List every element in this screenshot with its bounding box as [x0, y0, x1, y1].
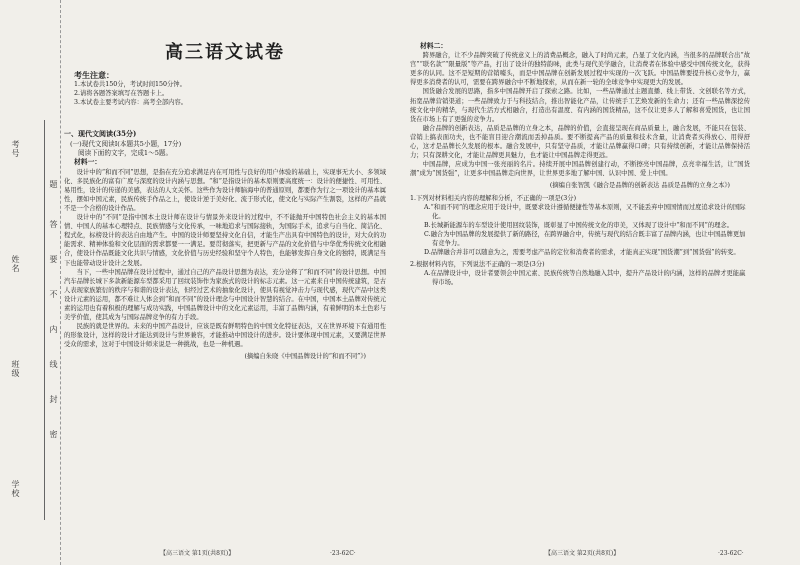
option-d: D.品牌融合并非可以随意为之，需要考虑产品的定位和消费者的需求，才能真正实现“国货潮”到“国货强”的转变。: [424, 249, 740, 257]
seal-char: 答: [49, 220, 58, 229]
paragraph: 设计中的“和而不同”思想，是指在充分追求满足内在可用性与良好的用户体验的基础上，实现事无大小、多领域化、多民族化的富有广度与深度的设计内涵与思想。“和”是指设计的基本原则要高度统一：设计的便捷性、可用性、易用性，设计的传递的美感，表达的人文关怀。这些作为设计师脑海中的普通原则，都要作为行之一项设计的基本属性，摆如中国元素，民族传统手作品之上，使设计逆于美好化、流于形式化，使文化与实际产生割裂，这样的产品就不是一个合格的设计作品。: [64, 168, 386, 212]
notice-title: 考生注意：: [74, 70, 114, 81]
paragraph: 设计中的“不同”是指中国本土设计师在设计与情景外来设计的过程中，不不能抛开中国特色社会主义的基本国情、中国人的基本心理特点、民族情感与文化传承，一味地追求与国际接轨，为国际手术，追求与自当化、简洁化、程式化，标榜设计的表达自由地产生。中国的设计师要坚持文化自信，才能生产出具有中国特色的设计，对大众的功能需求、精神体验和文化层面的需求都要一一满足。要贯彻落实，把更新与产品的文化价值与中华优秀传统文化相融合，使设计作品既能文化共识与情感，文化价值与历史经验和坚守个人特色，也能够发挥自身文化的独特，既满足当下也能带动设计设计之发展。: [64, 214, 386, 267]
seal-char: 要: [49, 255, 58, 264]
notice-item: 2.请将各题答案填写在答题卡上。: [74, 90, 169, 98]
option-c: C.融合为中国品牌的发展提供了新的路径，在跨界融合中，传统与现代的结合既丰富了品牌内涵，也让中国品牌更加有竞争力。: [424, 230, 746, 247]
instruction: 阅读下面的文字，完成1～5题。: [78, 149, 173, 158]
seal-char: 不: [49, 290, 58, 299]
seal-char: 内: [49, 325, 58, 334]
material-heading: 材料二：: [420, 42, 448, 50]
question-1: 1.下列对材料相关内容的理解和分析，不正确的一项是(3分): [410, 194, 577, 202]
paragraph: 中国品牌，应成为中国一张亮丽的名片。持续开展中国品牌创建行动，不断擦亮中国品牌，点亮幸福生活，让“国货潮”成为“国货强”，让更多中国品牌走向世界，让世界更多地了解中国、认识中国、爱上中国。: [410, 161, 750, 178]
seal-char: 封: [49, 395, 58, 404]
paragraph: 国货融合发展的思路，指多中国品牌开启了探索之路。比如，一些品牌通过主题直播、线上带货、文创联名等方式，拓宽品牌营销渠道；一些品牌致力于与科技结合，推出智能化产品，让传统手工艺焕发新的生命力；还有一些品牌深挖传统文化中的精华，与现代生活方式相融合，打造出有温度、有内涵的国货精品，这不仅让更多人了解和喜爱国货，也让国货在市场上有了更强的竞争力。: [410, 88, 750, 123]
seal-char: 密: [49, 430, 58, 439]
notice-list: [74, 80, 386, 107]
paragraph: 融合品牌的创新表达，品质是品牌的立身之本，品牌的价值，会直接呈现在商品质量上，融合发展，不能只在包装、营销上搞表面功夫，也不能盲目迎合潮流而丢掉品质。要不断提高产品的质量和技术含量，让消费者买得放心、用得舒心，这才是品牌长久发展的根本。融合发展中，只有坚守品质，才能让品牌赢得口碑；只有持续创新，才能让品牌保持活力；只有深耕文化，才能让品牌更具魅力，也才能让中国品牌走得更远。: [410, 124, 750, 160]
option-b: B.长城新能源车的车型设计使用回纹装饰，既彰显了中国传统文化的审美，又体现了设计中“和而不同”的理念。: [424, 221, 734, 229]
seal-char: 题: [49, 180, 58, 189]
binding-line: [44, 120, 45, 520]
page-footer: 【高三语文 第2页(共8页)】: [545, 550, 620, 557]
page-footer: 【高三语文 第1页(共8页)】: [160, 550, 235, 557]
page-left: [64, 32, 386, 362]
page-right: [410, 42, 750, 287]
notice-item: 3.本试卷主要考试内容：高考全部内容。: [74, 99, 188, 107]
binding-margin: [0, 0, 61, 565]
material-heading: 材料一：: [74, 158, 102, 167]
page-code: ·23-62C·: [330, 550, 356, 557]
paragraph: 跨界融合，让不少品牌突破了传统意义上的消费品概念，融入了时尚元素，凸显了文化内涵，当很多的品牌联合出“故宫”“联名款”“限量版”等产品，打出了设计的独特韵味，此类与现代美学融合，让消费者在体验中感受中国传统文化，获得更多的认同。这不是短期的营销噱头，而是中国品牌在创新发展过程中实现的一次飞跃。中国品牌要提升核心竞争力，赢得更多消费者的认可，需要在跨界融合中不断地探索，从而在新一轮的全球竞争中实现更大的发展。: [410, 52, 750, 87]
paragraph: 民族的就是世界的。未来的中国产品设计，应该是既有鲜明特色的中国文化特征表达，又在世界环境下有通用性的形象设计，这样的设计才能达到设计与世界兼容，才能推动中国设计的进步。设计要体现中国元素，又要满足世界受众的需求，这对于中国设计师来说是一种挑战，也是一种机遇。: [64, 323, 386, 349]
exam-number-label: 考号: [11, 140, 20, 158]
source-citation: (摘编自张智凯《融合是品牌的创新表达 品质是品牌的立身之本》): [549, 182, 730, 190]
notice-item: 1.本试卷共150分，考试时间150分钟。: [74, 81, 186, 89]
class-label: 班级: [11, 360, 20, 378]
source-citation: (摘编自朱晓《中国品牌设计的“和而不同”》): [244, 353, 366, 361]
question-2: 2.根据材料内容，下列说法不正确的一项是(3分): [410, 261, 545, 269]
name-label: 姓名: [11, 255, 20, 273]
option-a: A.“和而不同”的理念应用于设计中，既要求设计遵循便捷性等基本原则，又不能丢弃中国国情而过度追求设计的国际化。: [424, 203, 746, 220]
exam-title: 高三语文试卷: [165, 42, 285, 63]
option-a: A.在品牌设计中，设计者要领会中国元素、民族传统等自然地融入其中，提升产品设计的内涵，这样的品牌才更能赢得市场。: [424, 270, 746, 287]
seal-char: 线: [49, 360, 58, 369]
subsection-heading: (一)现代文阅读Ⅰ(本题共5小题，17分): [70, 140, 182, 149]
paragraph: 当下，一些中国品牌在设计过程中，通过自己的产品设计思想为表达，充分诠释了“和而不同”的设计思想。中国汽车品牌长城下多款新能源车型都采用了回纹装饰作为家族式的设计的标志元素。这一元素来自中国传统建筑，是古人表现家族繁衍的秩序与和谐的设计表达，但经过艺术的抽象化设计，使具有视觉冲击力与现代感，现代产品中这类设计元素的运用，都不难让人体会到“和而不同”的设计理念与中国设计智慧的结合。在中国，中国本土品牌对传统元素的运用也有着积极的理解与成功实践，中国品牌设计中的文化元素运用，丰富了品牌内涵，有着鲜明的本土色彩与美学价值，使其成为与国际品牌竞争的有力手段。: [64, 268, 386, 322]
section-heading: 一、现代文阅读(35分): [64, 129, 137, 139]
page-code: ·23-62C·: [718, 550, 744, 557]
school-label: 学校: [11, 480, 20, 498]
